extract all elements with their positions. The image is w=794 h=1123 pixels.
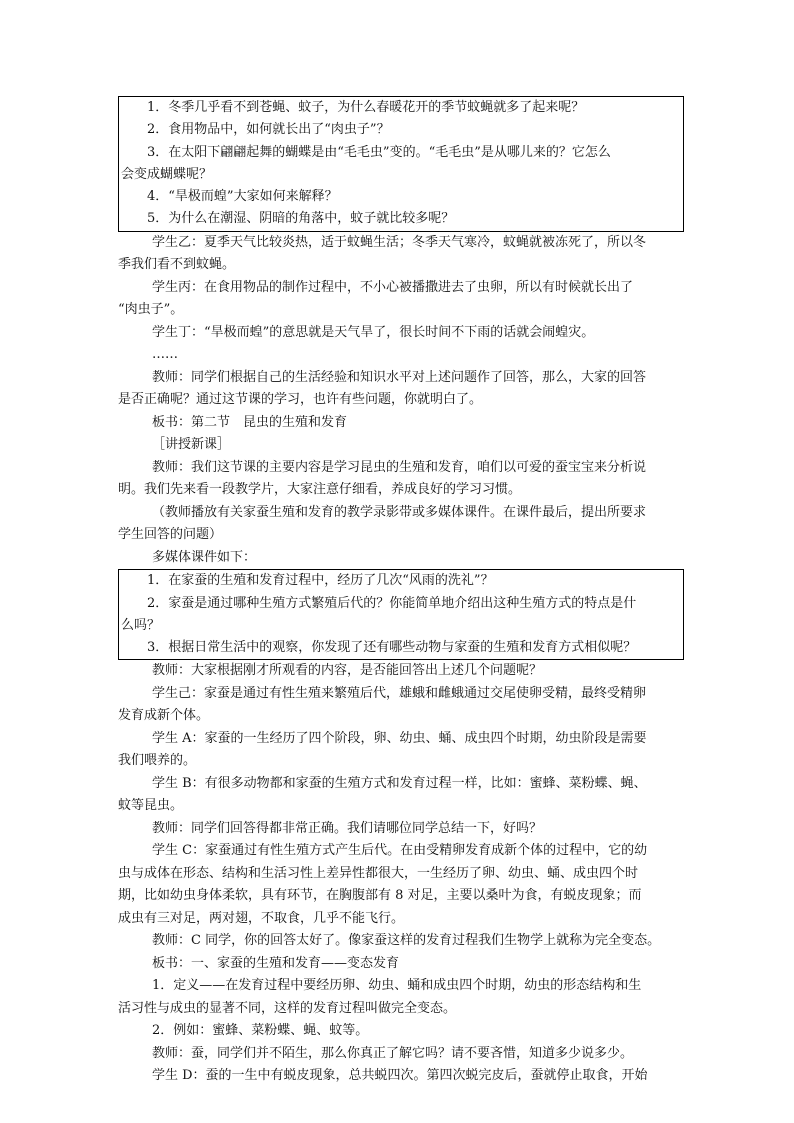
text-line: 学生 B：有很多动物都和家蚕的生殖方式和发育过程一样，比如：蜜蜂、菜粉蝶、蝇、 bbox=[152, 775, 647, 791]
text-line: 教师：大家根据刚才所观看的内容，是否能回答出上述几个问题呢？ bbox=[152, 663, 543, 679]
text-line: 教师：同学们回答得都非常正确。我们请哪位同学总结一下，好吗？ bbox=[152, 820, 543, 836]
blackboard-heading: 板书：第二节 昆虫的生殖和发育 bbox=[152, 414, 348, 430]
box2-line: 2．家蚕是通过哪种生殖方式繁殖后代的？你能简单地介绍出这种生殖方式的特点是什 bbox=[147, 595, 637, 611]
text-line: 虫与成体在形态、结构和生活习性上差异性都很大，一生经历了卵、幼虫、蛹、成虫四个时 bbox=[118, 865, 639, 881]
text-line: 期，比如幼虫身体柔软，具有环节，在胸腹部有 8 对足，主要以桑叶为食，有蜕皮现象；而 bbox=[118, 888, 642, 904]
text-line: 成虫有三对足，两对翅，不取食，几乎不能飞行。 bbox=[118, 910, 405, 926]
box1-line: 3．在太阳下翩翩起舞的蝴蝶是由“毛毛虫”变的。“毛毛虫”是从哪儿来的？它怎么 bbox=[147, 144, 611, 160]
text-line: 教师：我们这节课的主要内容是学习昆虫的生殖和发育，咱们以可爱的蚕宝宝来分析说 bbox=[152, 459, 647, 475]
text-line: 发育成新个体。 bbox=[118, 708, 210, 724]
text-line: 学生 C：家蚕通过有性生殖方式产生后代。在由受精卵发育成新个体的过程中，它的幼 bbox=[152, 843, 648, 859]
box1-line: 5．为什么在潮湿、阴暗的角落中，蚊子就比较多呢？ bbox=[147, 211, 455, 227]
box2-line: 1．在家蚕的生殖和发育过程中，经历了几次“风雨的洗礼”？ bbox=[147, 573, 494, 589]
box1-line: 会变成蝴蝶呢？ bbox=[121, 166, 213, 182]
text-line: 明。我们先来看一段教学片，大家注意仔细看，养成良好的学习习惯。 bbox=[118, 482, 522, 498]
text-line: 学生回答的问题） bbox=[118, 527, 223, 543]
question-box-1 bbox=[118, 96, 684, 232]
box2-line: 么吗？ bbox=[121, 617, 161, 633]
text-line: 教师：C 同学，你的回答太好了。像家蚕这样的发育过程我们生物学上就称为完全变态。 bbox=[152, 933, 661, 949]
box1-line: 2．食用物品中，如何就长出了“肉虫子”？ bbox=[147, 122, 390, 138]
text-line: 学生乙：夏季天气比较炎热，适于蚊蝇生活；冬季天气寒冷，蚊蝇就被冻死了，所以冬 bbox=[152, 234, 647, 250]
text-line: 教师：同学们根据自己的生活经验和知识水平对上述问题作了回答，那么，大家的回答 bbox=[152, 369, 647, 385]
box2-line: 3．根据日常生活中的观察，你发现了还有哪些动物与家蚕的生殖和发育方式相似呢？ bbox=[147, 640, 637, 656]
text-line: 季我们看不到蚊蝇。 bbox=[118, 257, 236, 273]
text-line: 是否正确呢？通过这节课的学习，也许有些问题，你就明白了。 bbox=[118, 392, 483, 408]
question-box-2 bbox=[118, 569, 684, 660]
text-line: 学生 A：家蚕的一生经历了四个阶段，卵、幼虫、蛹、成虫四个时期，幼虫阶段是需要 bbox=[152, 730, 647, 746]
dialogue-section-2 bbox=[118, 660, 682, 1088]
text-line: 1．定义——在发育过程中要经历卵、幼虫、蛹和成虫四个时期，幼虫的形态结构和生 bbox=[152, 978, 642, 994]
text-line: 我们喂养的。 bbox=[118, 753, 197, 769]
text-line: 学生己：家蚕是通过有性生殖来繁殖后代，雄蛾和雌蛾通过交尾使卵受精，最终受精卵 bbox=[152, 685, 647, 701]
box1-line: 1．冬季几乎看不到苍蝇、蚊子，为什么春暖花开的季节蚊蝇就多了起来呢？ bbox=[147, 100, 585, 115]
blackboard-heading: 板书：一、家蚕的生殖和发育——变态发育 bbox=[152, 955, 400, 971]
text-line: 2．例如：蜜蜂、菜粉蝶、蝇、蚊等。 bbox=[152, 1023, 369, 1039]
text-line: 学生 D：蚕的一生中有蜕皮现象，总共蜕四次。第四次蜕完皮后，蚕就停止取食，开始 bbox=[152, 1068, 648, 1084]
text-line: …… bbox=[152, 347, 178, 363]
section-label: ［讲授新课］ bbox=[152, 437, 231, 453]
dialogue-section-1 bbox=[118, 232, 682, 570]
text-line: 学生丁：“旱极而蝗”的意思就是天气旱了，很长时间不下雨的话就会闹蝗灾。 bbox=[152, 324, 595, 340]
text-line: 蚊等昆虫。 bbox=[118, 798, 184, 814]
text-line: 活习性与成虫的显著不同，这样的发育过程叫做完全变态。 bbox=[118, 1000, 457, 1016]
box1-line: 4．“旱极而蝗”大家如何来解释？ bbox=[147, 189, 338, 205]
text-line: （教师播放有关家蚕生殖和发育的教学录影带或多媒体课件。在课件最后，提出所要求 bbox=[152, 504, 647, 520]
text-line: 学生丙：在食用物品的制作过程中，不小心被播撒进去了虫卵，所以有时候就长出了 bbox=[152, 279, 634, 295]
text-line: 教师：蚕，同学们并不陌生，那么你真正了解它吗？请不要吝惜，知道多少说多少。 bbox=[152, 1045, 634, 1061]
text-line: 多媒体课件如下： bbox=[152, 549, 257, 565]
text-line: “肉虫子”。 bbox=[118, 302, 184, 318]
document-page bbox=[118, 96, 682, 1088]
